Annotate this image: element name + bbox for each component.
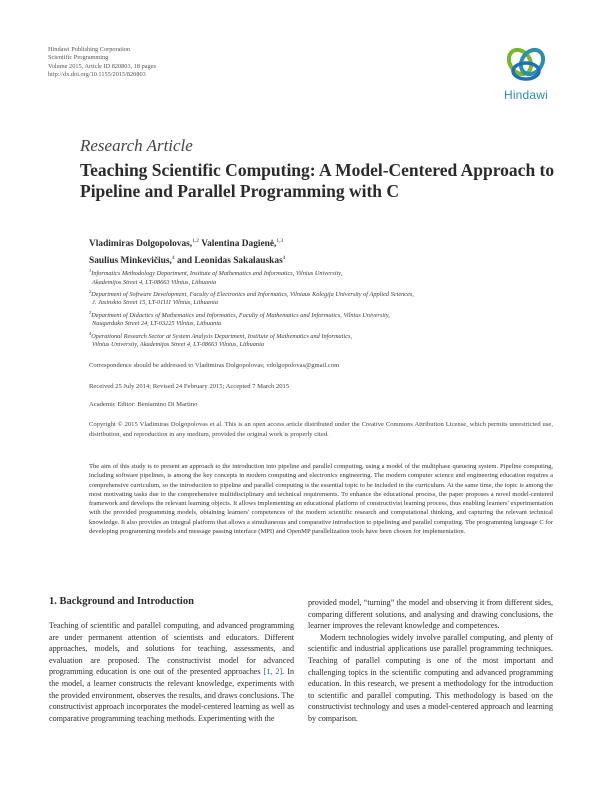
author-affil-ref: 4 xyxy=(282,255,286,262)
hindawi-logo-icon xyxy=(494,44,558,88)
affiliation-number: 1 xyxy=(89,268,92,273)
affiliation-number: 4 xyxy=(89,330,92,336)
correspondence: Correspondence should be addressed to Vladimiras Dolgopolovas; vdolgopolovas@gmail.com xyxy=(89,362,340,369)
author-affil-ref: 4 xyxy=(171,255,175,262)
affiliation-item xyxy=(89,267,549,287)
body-column-right xyxy=(308,597,553,725)
author-affil-ref: 1,3 xyxy=(276,238,284,244)
volume-line: Volume 2015, Article ID 820803, 18 pages xyxy=(48,62,156,70)
body-paragraph: provided model, “turning” the model and observing it from different sides, comparing different solutions, and analysing and drawing conclusions, the learner improves the relevant knowledge and competences. xyxy=(308,598,553,631)
affiliation-list xyxy=(89,267,549,351)
citation-link[interactable]: [1, 2] xyxy=(263,667,283,677)
body-column-left xyxy=(49,620,294,724)
affiliation-address: Vilnius University, Akademijos Street 4, LT-08663 Vilnius, Lithuania xyxy=(92,341,264,349)
affiliation-number: 3 xyxy=(89,309,92,315)
academic-editor: Academic Editor: Beniamino Di Martino xyxy=(89,401,198,408)
affiliation-item xyxy=(89,330,549,350)
author-list xyxy=(89,234,549,268)
author-affil-ref: 1,2 xyxy=(192,238,200,244)
received-dates: Received 25 July 2014; Revised 24 February 2015; Accepted 7 March 2015 xyxy=(89,383,290,390)
affiliation-address: Naugarduko Street 24, LT-03225 Vilnius, Lithuania xyxy=(92,320,222,328)
affiliation-text: Department of Software Development, Faculty of Electronics and Informatics, Vilniaus Kolegija University of Applied Sciences, xyxy=(91,291,414,298)
author-name[interactable]: Vladimiras Dolgopolovas, xyxy=(89,239,193,250)
hindawi-logo[interactable] xyxy=(494,44,558,106)
author-name[interactable]: Valentina Dagienė, xyxy=(199,239,277,250)
affiliation-text: Informatics Methodology Department, Institute of Mathematics and Informatics, Vilnius University, xyxy=(91,270,343,278)
affiliation-text: Department of Didactics of Mathematics and Informatics, Faculty of Mathematics and Informatics, Vilnius University, xyxy=(91,311,390,319)
copyright-notice: Copyright © 2015 Vladimiras Dolgopolovas et al. This is an open access article distributed under the Creative Commons Attribution License, which permits unrestricted use, distribution, and reproduction in any medium, provided the original work is properly cited. xyxy=(89,421,553,438)
author-name[interactable]: and Leonidas Sakalauskas xyxy=(174,256,283,267)
affiliation-text: Operational Research Sector at System Analysis Department, Institute of Mathematics and Informatics, xyxy=(91,332,353,340)
section-heading: 1. Background and Introduction xyxy=(49,596,194,607)
paragraph-text: Teaching of scientific and parallel computing, and advanced programming are under permanent attention of scientists and educators. Different approaches, models, and solutions for teaching, assessments, and evaluation are proposed. The constructivist model for advanced programming education is one out of the presented approaches xyxy=(49,621,294,677)
body-paragraph: Modern technologies widely involve parallel computing, and plenty of scientific and industrial applications use parallel programming techniques. Teaching of parallel computing is one of the most important and challenging topics in the scientific computing and advanced programming education. In this research, we present a methodology for the introduction to scientific and parallel computing. This methodology is based on the constructivist technology and uses a model-centered approach and learning by comparison. xyxy=(308,632,553,723)
affiliation-item xyxy=(89,309,549,329)
doi-link[interactable]: http://dx.doi.org/10.1155/2015/820803 xyxy=(48,70,146,78)
author-line-2 xyxy=(89,251,549,268)
title-line-1: Teaching Scientific Computing: A Model-Centered Approach to xyxy=(80,160,555,180)
article-title xyxy=(80,160,580,202)
journal-header xyxy=(48,46,156,79)
body-paragraph xyxy=(49,620,294,724)
affiliation-item xyxy=(89,288,549,308)
author-line-1 xyxy=(89,234,549,251)
publisher-line: Hindawi Publishing Corporation xyxy=(48,46,131,53)
affiliation-address: J. Jasinskio Street 15, LT-01111 Vilnius, Lithuania xyxy=(92,299,218,307)
title-line-2: Pipeline and Parallel Programming with C xyxy=(80,181,400,201)
affiliation-number: 2 xyxy=(89,288,92,294)
abstract: The aim of this study is to present an approach to the introduction into pipeline and parallel computing, using a model of the multiphase queueing system. Pipeline computing, including software pipelines, is among the key concepts in modern computing and electronics engineering. The modern computer science and engineering education requires a comprehensive curriculum, so the introduction to pipeline and parallel computing is the essential topic to be included in the curriculum. At the same time, the topic is among the most motivating tasks due to the comprehensive multidisciplinary and technical requirements. To enhance the educational process, the paper proposes a novel model-centered framework and develops the relevant learning objects. It allows implementing an educational platform of constructivist learning process, thus enabling learners' experimentation with the provided programming models, obtaining learners' competences of the modern scientific research and computational thinking, and capturing the relevant technical knowledge. It also provides an integral platform that allows a simultaneous and comparative introduction to pipelining and parallel computing. The programming language C for developing programming models and message passing interface (MPI) and OpenMP parallelization tools have been chosen for implementation. xyxy=(89,463,553,535)
article-type: Research Article xyxy=(80,136,193,155)
paragraph-text: . In the model, a learner constructs the relevant knowledge, experiments with the provided environment, observes the results, and draws conclusions. The constructivist approach incorporates the model-centered learning as well as comparative programming teaching methods. Experimenting with the xyxy=(49,667,295,723)
hindawi-logo-text: Hindawi xyxy=(503,88,549,102)
affiliation-address: Akademijos Street 4, LT-08663 Vilnius, Lithuania xyxy=(92,278,217,286)
journal-name: Scientific Programming xyxy=(48,54,109,62)
author-name[interactable]: Saulius Minkevičius, xyxy=(89,256,172,267)
